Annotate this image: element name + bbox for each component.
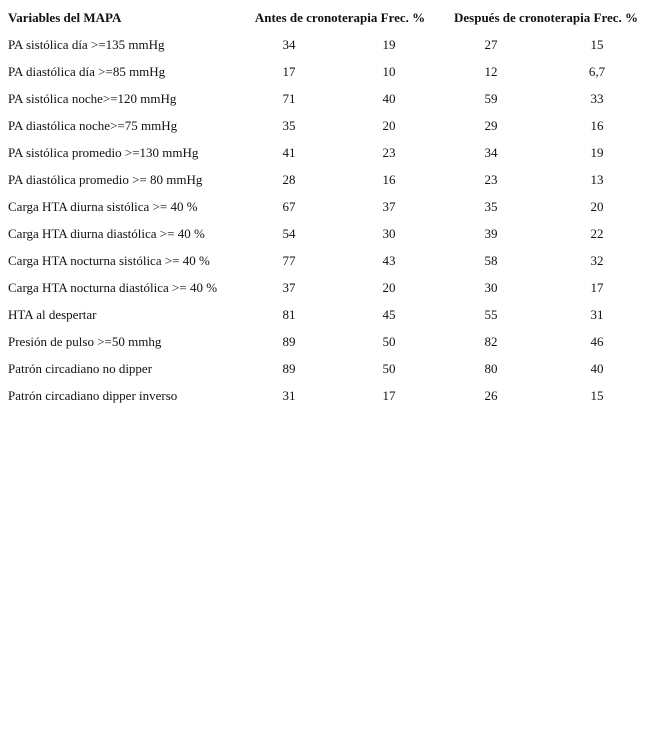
row-despues-frec: 80 [484,360,498,376]
row-despues-frec: 55 [484,306,498,322]
row-despues-frec: 29 [484,117,498,133]
row-antes-pct: 30 [382,225,396,241]
row-despues-pct: 6,7 [588,63,606,79]
table-row [4,31,652,58]
row-despues-frec: 58 [484,252,498,268]
row-despues-frec: 35 [484,198,498,214]
row-despues-pct: 33 [590,90,604,106]
row-antes-pct: 20 [382,117,396,133]
row-variable: PA sistólica noche>=120 mmHg [8,90,177,106]
row-despues-frec: 34 [484,144,498,160]
row-despues-frec: 26 [484,387,498,403]
row-antes-frec: 37 [282,279,296,295]
row-variable: Carga HTA nocturna sistólica >= 40 % [8,252,210,268]
row-antes-pct: 40 [382,90,396,106]
row-variable: PA sistólica día >=135 mmHg [8,36,165,52]
row-antes-frec: 35 [282,117,296,133]
row-despues-pct: 46 [590,333,604,349]
row-variable: PA diastólica día >=85 mmHg [8,63,166,79]
row-antes-frec: 34 [282,36,296,52]
row-despues-pct: 22 [590,225,604,241]
row-despues-pct: 16 [590,117,604,133]
row-despues-frec: 30 [484,279,498,295]
table-row [4,328,652,355]
row-antes-pct: 19 [382,36,396,52]
row-antes-frec: 89 [282,360,296,376]
row-despues-pct: 15 [590,36,604,52]
row-variable: Carga HTA diurna sistólica >= 40 % [8,198,198,214]
row-antes-frec: 31 [282,387,296,403]
table-row [4,166,652,193]
row-antes-pct: 43 [382,252,396,268]
row-antes-frec: 81 [282,306,296,322]
row-despues-pct: 31 [590,306,604,322]
table-row [4,220,652,247]
table-header-row [4,4,652,31]
row-variable: Carga HTA nocturna diastólica >= 40 % [8,279,218,295]
header-variables: Variables del MAPA [8,9,122,25]
row-antes-frec: 54 [282,225,296,241]
row-variable: Patrón circadiano no dipper [8,360,153,376]
row-antes-pct: 50 [382,333,396,349]
row-despues-pct: 20 [590,198,604,214]
mapa-table [4,4,652,409]
row-despues-frec: 82 [484,333,498,349]
row-antes-frec: 28 [282,171,296,187]
table-row [4,58,652,85]
row-antes-pct: 23 [382,144,396,160]
row-variable: Patrón circadiano dipper inverso [8,387,178,403]
row-antes-pct: 50 [382,360,396,376]
row-despues-pct: 40 [590,360,604,376]
row-variable: HTA al despertar [8,306,97,322]
row-variable: PA sistólica promedio >=130 mmHg [8,144,199,160]
row-antes-frec: 67 [282,198,296,214]
table-row [4,301,652,328]
table-row [4,274,652,301]
row-despues-frec: 59 [484,90,498,106]
row-despues-frec: 39 [484,225,498,241]
row-variable: Carga HTA diurna diastólica >= 40 % [8,225,205,241]
header-despues: Después de cronoterapia Frec. % [454,9,639,25]
row-antes-pct: 17 [382,387,396,403]
row-antes-frec: 41 [282,144,296,160]
row-antes-frec: 77 [282,252,296,268]
row-despues-pct: 13 [590,171,604,187]
table-row [4,193,652,220]
row-antes-frec: 17 [282,63,296,79]
row-variable: Presión de pulso >=50 mmhg [8,333,162,349]
table-row [4,85,652,112]
table-row [4,355,652,382]
row-antes-pct: 20 [382,279,396,295]
row-despues-frec: 12 [484,63,498,79]
row-variable: PA diastólica noche>=75 mmHg [8,117,178,133]
header-antes: Antes de cronoterapia Frec. % [254,9,426,25]
table-row [4,247,652,274]
row-despues-pct: 15 [590,387,604,403]
row-antes-pct: 37 [382,198,396,214]
row-antes-frec: 71 [282,90,296,106]
table-row [4,382,652,409]
row-despues-frec: 23 [484,171,498,187]
row-despues-pct: 17 [590,279,604,295]
row-despues-pct: 32 [590,252,604,268]
table-row [4,139,652,166]
table-body [4,31,652,409]
row-antes-pct: 16 [382,171,396,187]
table-row [4,112,652,139]
row-despues-frec: 27 [484,36,498,52]
row-antes-frec: 89 [282,333,296,349]
row-despues-pct: 19 [590,144,604,160]
row-variable: PA diastólica promedio >= 80 mmHg [8,171,203,187]
row-antes-pct: 10 [382,63,396,79]
row-antes-pct: 45 [382,306,396,322]
